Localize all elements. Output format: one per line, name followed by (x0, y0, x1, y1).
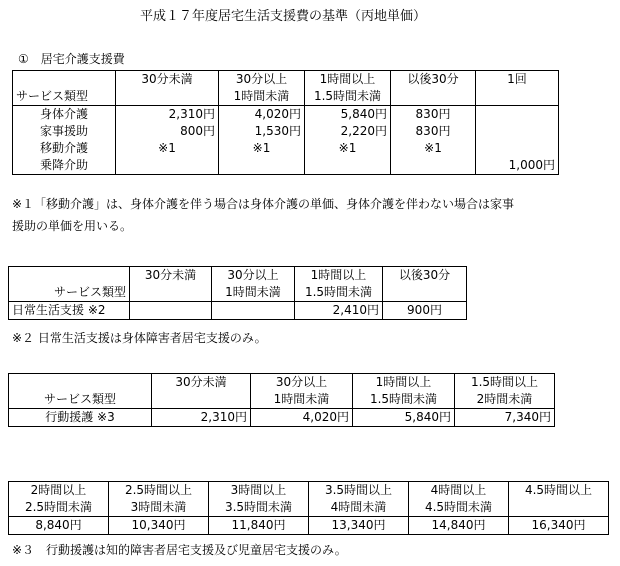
page-title: 平成１７年度居宅生活支援費の基準（丙地単価） (140, 9, 427, 24)
table-header-row (9, 284, 467, 302)
header-cell (391, 88, 476, 106)
price-cell: ※1 (116, 140, 219, 157)
price-cell (130, 302, 212, 320)
header-cell (116, 88, 219, 106)
table-row (13, 123, 559, 140)
table-header-row (9, 482, 609, 500)
price-cell: 1,000円 (476, 157, 559, 175)
row-label: 家事援助 (13, 123, 116, 140)
header-cell: 30分以上 (251, 374, 353, 392)
header-cell: 30分未満 (130, 267, 212, 285)
header-cell: 30分未満 (116, 71, 219, 89)
price-cell: 2,410円 (295, 302, 383, 320)
header-cell: 2時間未満 (455, 391, 555, 409)
row-label: 身体介護 (13, 106, 116, 124)
price-cell (212, 302, 295, 320)
price-cell: 2,310円 (152, 409, 251, 427)
header-cell: 1回 (476, 71, 559, 89)
price-cell: 830円 (391, 123, 476, 140)
price-cell: 16,340円 (509, 517, 609, 535)
header-cell: 以後30分 (383, 267, 467, 285)
price-cell: 7,340円 (455, 409, 555, 427)
header-cell: 3時間以上 (209, 482, 309, 500)
price-cell: 1,530円 (219, 123, 305, 140)
price-cell: 2,220円 (305, 123, 391, 140)
price-cell (476, 106, 559, 124)
table-header-row (13, 88, 559, 106)
header-cell: 1.5時間以上 (455, 374, 555, 392)
header-cell (383, 284, 467, 302)
table-header-row (9, 499, 609, 517)
header-cell: 1時間以上 (295, 267, 383, 285)
table-row (9, 517, 609, 535)
header-cell: 30分未満 (152, 374, 251, 392)
table-row (13, 106, 559, 124)
price-cell: 4,020円 (219, 106, 305, 124)
price-cell: ※1 (391, 140, 476, 157)
header-corner (9, 267, 130, 285)
header-cell: 1時間未満 (212, 284, 295, 302)
price-cell: 5,840円 (305, 106, 391, 124)
price-cell: 830円 (391, 106, 476, 124)
header-cell (509, 499, 609, 517)
price-cell: ※1 (305, 140, 391, 157)
header-cell: 2.5時間以上 (109, 482, 209, 500)
header-corner (13, 71, 116, 89)
row-label: 日常生活支援 ※2 (9, 302, 130, 320)
table-header-row (13, 71, 559, 89)
header-cell: 以後30分 (391, 71, 476, 89)
table-header-row (9, 391, 555, 409)
header-cell: 1.5時間未満 (295, 284, 383, 302)
price-cell (116, 157, 219, 175)
price-cell (219, 157, 305, 175)
header-cell (152, 391, 251, 409)
price-cell (391, 157, 476, 175)
header-cell: 30分以上 (212, 267, 295, 285)
table-behavior-support (8, 373, 555, 427)
header-corner (9, 374, 152, 392)
header-cell: 4.5時間以上 (509, 482, 609, 500)
table-home-care (12, 70, 559, 175)
price-cell: 10,340円 (109, 517, 209, 535)
table-header-row (9, 267, 467, 285)
price-cell: 4,020円 (251, 409, 353, 427)
note-1-line1: ※１「移動介護」は、身体介護を伴う場合は身体介護の単価、身体介護を伴わない場合は家事 (12, 197, 515, 211)
header-cell: 1時間以上 (353, 374, 455, 392)
table-row (13, 140, 559, 157)
table-daily-life-support (8, 266, 467, 320)
price-cell: 800円 (116, 123, 219, 140)
row-label: 移動介護 (13, 140, 116, 157)
header-cell: 3.5時間以上 (309, 482, 409, 500)
price-cell: 5,840円 (353, 409, 455, 427)
price-cell (305, 157, 391, 175)
table-behavior-support-extended (8, 481, 609, 535)
service-type-label: サービス類型 (9, 391, 152, 409)
note-3: ※３ 行動援護は知的障害者居宅支援及び児童居宅支援のみ。 (12, 543, 347, 557)
section1-heading: ① 居宅介護支援費 (18, 52, 125, 66)
header-cell: 1.5時間未満 (353, 391, 455, 409)
price-cell: 2,310円 (116, 106, 219, 124)
row-label: 乗降介助 (13, 157, 116, 175)
table-row (9, 302, 467, 320)
header-cell: 1時間未満 (251, 391, 353, 409)
table-header-row (9, 374, 555, 392)
note-2: ※２ 日常生活支援は身体障害者居宅支援のみ。 (12, 331, 267, 345)
price-cell (476, 123, 559, 140)
header-cell: 1時間以上 (305, 71, 391, 89)
header-cell: 4時間未満 (309, 499, 409, 517)
price-cell: 8,840円 (9, 517, 109, 535)
service-type-label: サービス類型 (13, 88, 116, 106)
service-type-label: サービス類型 (9, 284, 130, 302)
header-cell: 1.5時間未満 (305, 88, 391, 106)
header-cell: 2.5時間未満 (9, 499, 109, 517)
table-row (13, 157, 559, 175)
header-cell (130, 284, 212, 302)
header-cell: 1時間未満 (219, 88, 305, 106)
header-cell: 4.5時間未満 (409, 499, 509, 517)
header-cell (476, 88, 559, 106)
header-cell: 4時間以上 (409, 482, 509, 500)
note-1-line2: 援助の単価を用いる。 (12, 219, 133, 233)
header-cell: 30分以上 (219, 71, 305, 89)
price-cell: 11,840円 (209, 517, 309, 535)
table-row (9, 409, 555, 427)
row-label: 行動援護 ※3 (9, 409, 152, 427)
header-cell: 3時間未満 (109, 499, 209, 517)
header-cell: 3.5時間未満 (209, 499, 309, 517)
price-cell: 900円 (383, 302, 467, 320)
price-cell: 14,840円 (409, 517, 509, 535)
header-cell: 2時間以上 (9, 482, 109, 500)
price-cell: ※1 (219, 140, 305, 157)
price-cell: 13,340円 (309, 517, 409, 535)
price-cell (476, 140, 559, 157)
